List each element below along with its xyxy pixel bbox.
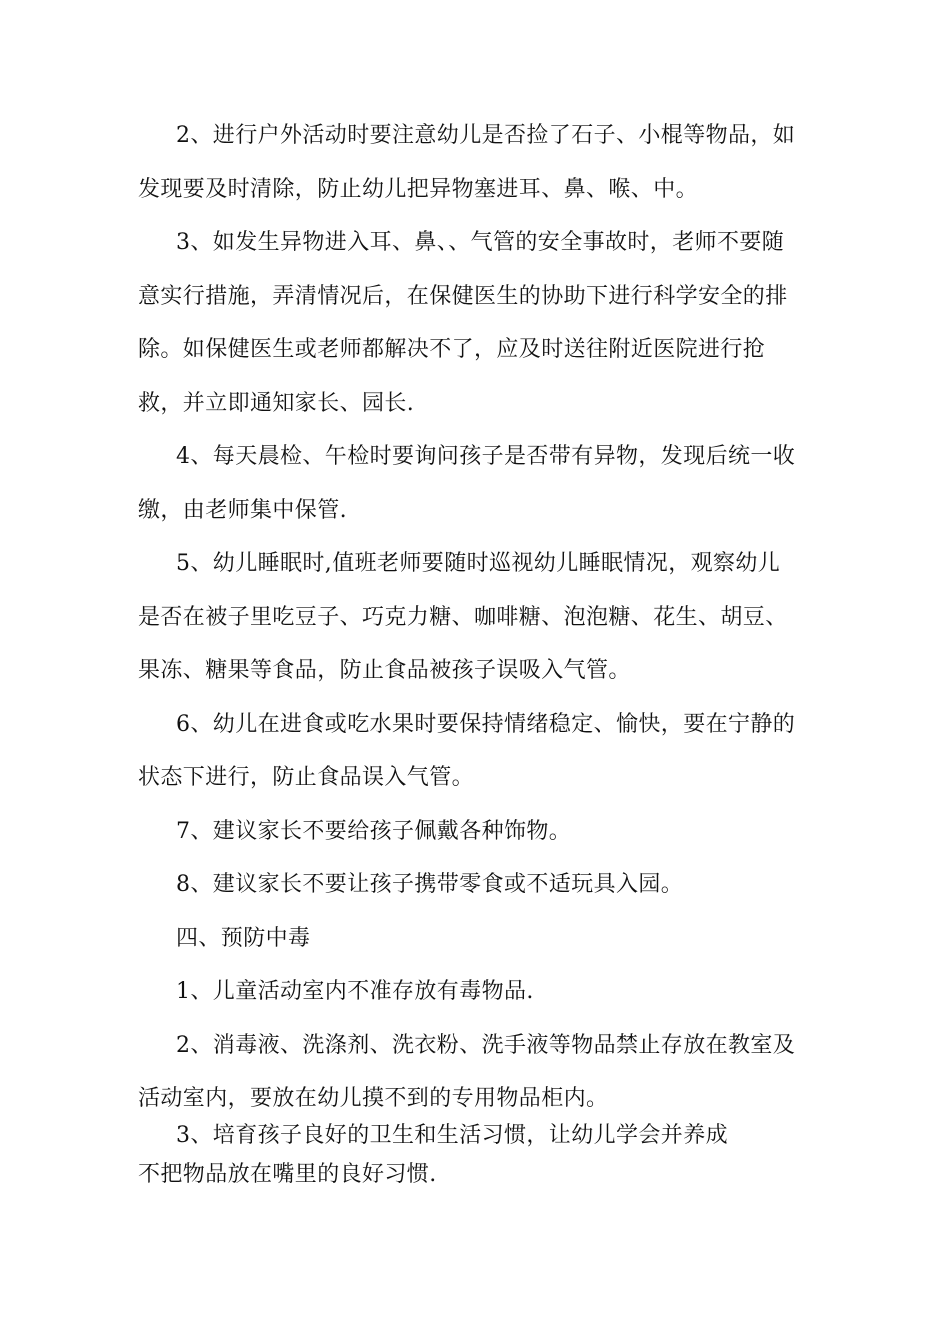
text-line: 8、建议家长不要让孩子携带零食或不适玩具入园。 (176, 872, 684, 897)
text-line: 3、培育孩子良好的卫生和生活习惯，让幼儿学会并养成 (176, 1123, 728, 1148)
text-line: 缴，由老师集中保管. (138, 498, 347, 523)
text-line: 发现要及时清除，防止幼儿把异物塞进耳、鼻、喉、中。 (138, 177, 699, 202)
text-line: 不把物品放在嘴里的良好习惯. (138, 1162, 437, 1187)
text-line: 6、幼儿在进食或吃水果时要保持情绪稳定、愉快，要在宁静的 (176, 712, 796, 737)
text-line: 是否在被子里吃豆子、巧克力糖、咖啡糖、泡泡糖、花生、胡豆、 (138, 605, 788, 630)
text-line: 2、消毒液、洗涤剂、洗衣粉、洗手液等物品禁止存放在教室及 (176, 1033, 796, 1058)
text-line: 状态下进行，防止食品误入气管。 (138, 765, 475, 790)
text-line: 意实行措施，弄清情况后，在保健医生的协助下进行科学安全的排 (138, 284, 788, 309)
text-line: 果冻、糖果等食品，防止食品被孩子误吸入气管。 (138, 658, 631, 683)
section-heading: 四、预防中毒 (176, 926, 311, 951)
text-line: 4、每天晨检、午检时要询问孩子是否带有异物，发现后统一收 (176, 444, 796, 469)
text-line: 3、如发生异物进入耳、鼻、、气管的安全事故时，老师不要随 (176, 230, 785, 255)
text-line: 5、幼儿睡眠时,值班老师要随时巡视幼儿睡眠情况，观察幼儿 (176, 551, 781, 576)
text-line: 2、进行户外活动时要注意幼儿是否捡了石子、小棍等物品，如 (176, 123, 796, 148)
text-line: 1、儿童活动室内不准存放有毒物品. (176, 979, 534, 1004)
text-line: 救，并立即通知家长、园长. (138, 391, 415, 416)
text-line: 7、建议家长不要给孩子佩戴各种饰物。 (176, 819, 572, 844)
text-line: 除。如保健医生或老师都解决不了，应及时送往附近医院进行抢 (138, 337, 766, 362)
text-line: 活动室内，要放在幼儿摸不到的专用物品柜内。 (138, 1086, 609, 1111)
